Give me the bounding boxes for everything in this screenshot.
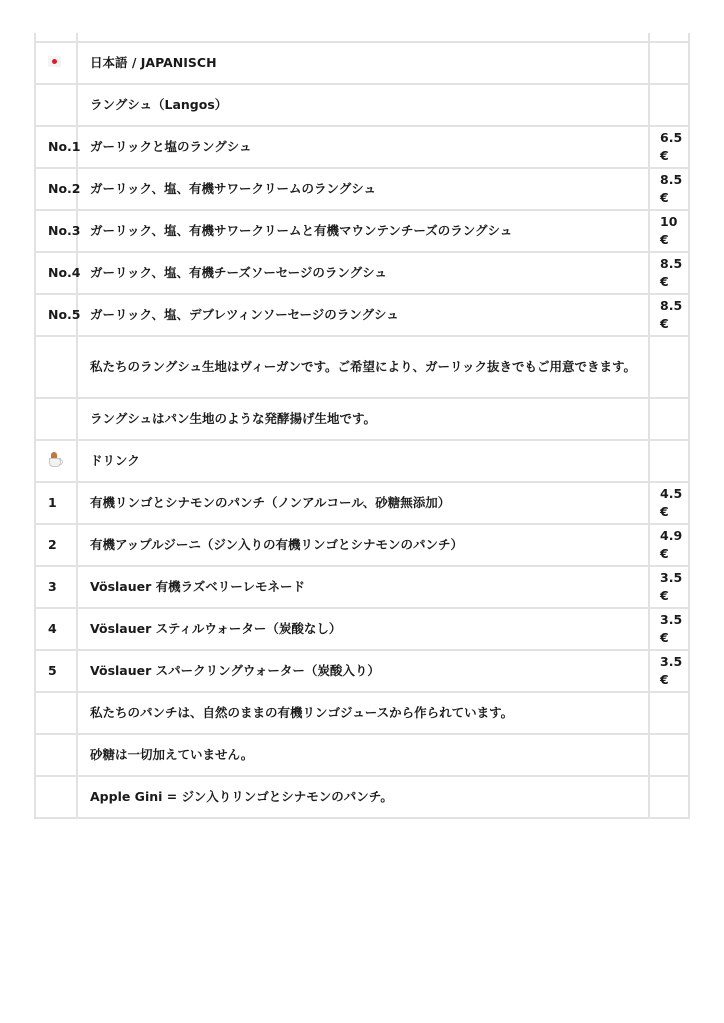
section-subtitle: ラングシュ（Langos） (77, 84, 649, 126)
item-name: Vöslauer スティルウォーター（炭酸なし） (77, 608, 649, 650)
item-number: 4 (35, 608, 77, 650)
item-name: ガーリック、塩、有機チーズソーセージのラングシュ (77, 252, 649, 294)
note-row (35, 398, 689, 440)
item-name: 有機リンゴとシナモンのパンチ（ノンアルコール、砂糖無添加） (77, 482, 649, 524)
item-number: 3 (35, 566, 77, 608)
menu-item-row (35, 482, 689, 524)
item-name: Vöslauer スパークリングウォーター（炭酸入り） (77, 650, 649, 692)
item-number: No.1 (35, 126, 77, 168)
item-price: 4.5 € (649, 482, 689, 524)
section-subtitle-row (35, 84, 689, 126)
hot-beverage-icon (48, 452, 62, 466)
item-price: 8.5 € (649, 168, 689, 210)
item-number: No.2 (35, 168, 77, 210)
item-price: 4.9 € (649, 524, 689, 566)
item-name: ガーリック、塩、デブレツィンソーセージのラングシュ (77, 294, 649, 336)
note-row (35, 336, 689, 398)
japan-flag-icon (48, 56, 61, 67)
menu-item-row (35, 524, 689, 566)
item-name: ガーリック、塩、有機サワークリームと有機マウンテンチーズのラングシュ (77, 210, 649, 252)
menu-item-row (35, 294, 689, 336)
section-header-row (35, 440, 689, 482)
note-text: 私たちのラングシュ生地はヴィーガンです。ご希望により、ガーリック抜きでもご用意できます。 (77, 336, 649, 398)
item-name: ガーリックと塩のラングシュ (77, 126, 649, 168)
section-title: ドリンク (77, 440, 649, 482)
item-name: ガーリック、塩、有機サワークリームのラングシュ (77, 168, 649, 210)
item-number: No.3 (35, 210, 77, 252)
item-price: 6.5 € (649, 126, 689, 168)
note-text: 私たちのパンチは、自然のままの有機リンゴジュースから作られています。 (77, 692, 649, 734)
menu-item-row (35, 126, 689, 168)
table-row-continuation (35, 33, 689, 42)
menu-item-row (35, 650, 689, 692)
note-text: 砂糖は一切加えていません。 (77, 734, 649, 776)
item-price: 3.5 € (649, 566, 689, 608)
menu-item-row (35, 210, 689, 252)
item-number: No.5 (35, 294, 77, 336)
note-text: Apple Gini = ジン入りリンゴとシナモンのパンチ。 (77, 776, 649, 818)
item-price: 10 € (649, 210, 689, 252)
item-price: 3.5 € (649, 650, 689, 692)
item-name: Vöslauer 有機ラズベリーレモネード (77, 566, 649, 608)
item-number: 5 (35, 650, 77, 692)
section-header-row (35, 42, 689, 84)
menu-item-row (35, 566, 689, 608)
item-price: 8.5 € (649, 252, 689, 294)
item-number: 1 (35, 482, 77, 524)
item-number: 2 (35, 524, 77, 566)
menu-item-row (35, 168, 689, 210)
item-price: 3.5 € (649, 608, 689, 650)
menu-item-row (35, 252, 689, 294)
section-title: 日本語 / JAPANISCH (77, 42, 649, 84)
note-row (35, 692, 689, 734)
item-price: 8.5 € (649, 294, 689, 336)
note-row (35, 776, 689, 818)
item-name: 有機アップルジーニ（ジン入りの有機リンゴとシナモンのパンチ） (77, 524, 649, 566)
note-text: ラングシュはパン生地のような発酵揚げ生地です。 (77, 398, 649, 440)
menu-item-row (35, 608, 689, 650)
menu-table (34, 33, 690, 819)
item-number: No.4 (35, 252, 77, 294)
note-row (35, 734, 689, 776)
